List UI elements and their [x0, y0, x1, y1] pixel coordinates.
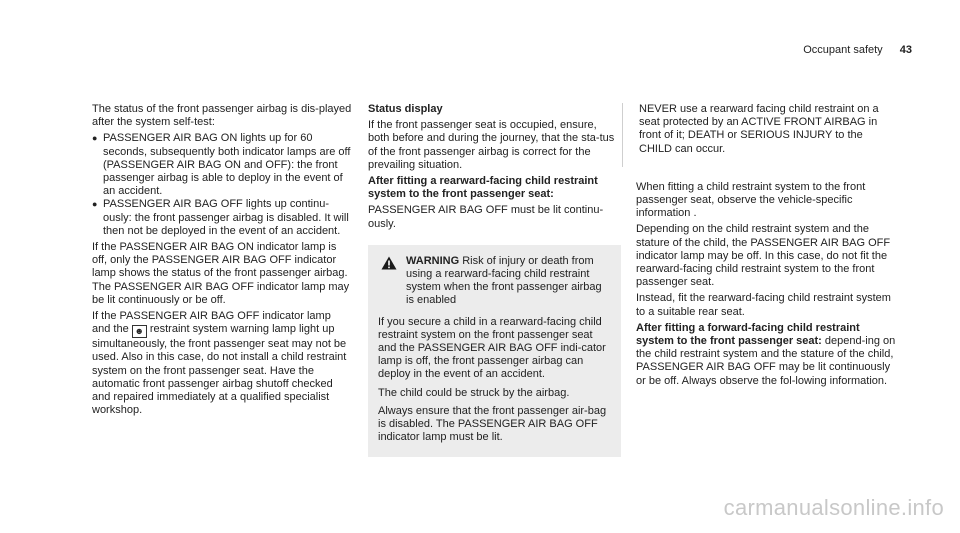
warning-paragraph: If you secure a child in a rearward-facing child restraint system on the front passenger seat and the PASSENGER AIR BAG OFF indi-cator lamp is off, the front passenger airbag can deploy in the event of an accident. — [378, 315, 606, 381]
never-notice-text: NEVER use a rearward facing child restraint on a seat protected by an ACTIVE FRONT AIRBAG in front of it; DEATH or SERIOUS INJURY to the CHILD can occur. — [639, 103, 879, 155]
bullet-airbag-on-text: PASSENGER AIR BAG ON lights up for 60 seconds, subsequently both indicator lamps are off (PASSENGER AIR BAG ON and OFF): the front passenger airbag is able to deploy in the event of an accident. — [103, 132, 351, 198]
bullet-airbag-on — [92, 132, 352, 198]
warning-triangle-icon-svg — [381, 256, 397, 270]
fault-paragraph — [92, 310, 352, 417]
indicator-lamp-paragraph: If the PASSENGER AIR BAG ON indicator lamp is off, only the PASSENGER AIR BAG OFF indicator lamp shows the status of the front passenger airbag. The PASSENGER AIR BAG OFF indicator lamp may be lit continuously or be off. — [92, 241, 350, 306]
warning-box — [368, 245, 621, 458]
rear-seat-paragraph: Instead, fit the rearward-facing child restraint system to a suitable rear seat. — [636, 292, 891, 318]
bullet-icon: ● — [92, 133, 98, 144]
forward-facing-text: depend-ing on the child restraint system and the stature of the child, PASSENGER AIR BAG OFF may be lit continuously or be off. Always observe the fol-lowing information. — [636, 335, 896, 387]
fault-text-before: If the PASSENGER AIR BAG OFF indicator lamp and the — [92, 310, 331, 336]
restraint-system-warning-lamp-icon: ☻ — [132, 325, 147, 338]
column-left — [92, 103, 352, 420]
watermark: carmanualsonline.info — [723, 495, 944, 520]
warning-subtitle: Risk of injury or death from using a rearward-facing child restraint system when the front passenger airbag is enabled — [406, 254, 602, 307]
column-right-body — [636, 181, 898, 388]
bullet-airbag-off-text: PASSENGER AIR BAG OFF lights up continu-ously: the front passenger airbag is disabled. It will then not be deployed in the event of an accident. — [103, 198, 349, 237]
never-notice-box — [622, 103, 898, 167]
bullet-icon: ● — [92, 199, 98, 210]
forward-facing-heading: After fitting a forward-facing child restraint system to the front passenger seat: — [636, 321, 860, 348]
status-intro: The status of the front passenger airbag is dis-played after the system self-test: — [92, 103, 352, 129]
forward-facing-paragraph — [636, 322, 898, 388]
warning-header — [378, 255, 611, 308]
indicator-bullet-list — [92, 132, 352, 238]
column-right — [636, 103, 898, 391]
warning-body — [378, 316, 611, 445]
warning-paragraph: Always ensure that the front passenger air-bag is disabled. The PASSENGER AIR BAG OFF indicator lamp must be lit. — [378, 404, 607, 444]
page-header — [803, 44, 912, 56]
warning-header-text — [406, 255, 611, 308]
status-display-text: If the front passenger seat is occupied, ensure, both before and during the journey, that the sta-tus of the front passenger airbag is correct for the prevailing situation. — [368, 119, 615, 171]
column-middle — [368, 103, 621, 457]
rearward-facing-text: PASSENGER AIR BAG OFF must be lit continu-ously. — [368, 204, 604, 230]
rearward-facing-heading: After fitting a rearward-facing child restraint system to the front passenger seat: — [368, 175, 598, 201]
warning-title: WARNING — [406, 254, 460, 267]
status-display-heading: Status display — [368, 103, 443, 115]
warning-paragraph: The child could be struck by the airbag. — [378, 386, 570, 399]
fitting-info-paragraph: When fitting a child restraint system to the front passenger seat, observe the vehicle-specific information . — [636, 180, 866, 220]
bullet-airbag-off — [92, 198, 352, 238]
page-number: 43 — [899, 44, 912, 56]
stature-paragraph: Depending on the child restraint system and the stature of the child, the PASSENGER AIR BAG OFF indicator lamp may be off. In this case, do not fit the rearward-facing child restraint system to the front passenger seat. — [636, 223, 891, 289]
warning-triangle-icon — [378, 255, 400, 308]
section-title: Occupant safety — [803, 44, 883, 56]
fault-text-after: restraint system warning lamp light up simultaneously, the front passenger seat may not be used. Also in this case, do not install a child restraint system on the front passenger seat. Have the automatic front passenger airbag shutoff checked and repaired immediately at a qualified specialist workshop. — [92, 323, 347, 417]
